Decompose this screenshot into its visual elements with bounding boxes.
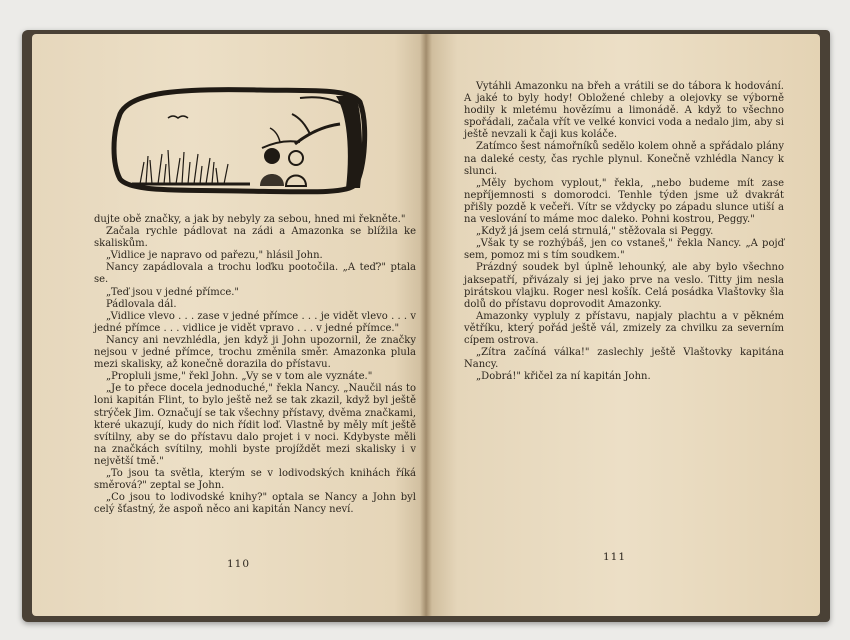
- paragraph: „Však ty se rozhýbáš, jen co vstaneš," řekla Nancy. „A pojď sem, pomoz mi s tím soudkem.": [464, 238, 784, 262]
- illustration: [110, 84, 368, 196]
- paragraph: „Zítra začíná válka!" zaslechly ještě Vlaštovky kapitána Nancy.: [464, 347, 784, 371]
- paragraph: „Vidlice je napravo od pařezu," hlásil John.: [106, 250, 323, 262]
- book-gutter: [420, 34, 432, 616]
- paragraph: Amazonky vypluly z přístavu, napjaly plachtu a v pěkném větříku, který pořád ještě vál, zmizely za chvilku za severním cípem ostrova.: [464, 310, 784, 346]
- paragraph: „Je to přece docela jednoduché," řekla Nancy. „Naučil nás to loni kapitán Flint, to bylo ještě než se tak zkazil, když byl ještě strýček Jim. Označují se tak všechny přístavy, dvěma značkami, které ukazují, kudy do nich řídit loď. Vlastně by měly mít ještě svítilny, aby se do přístavu dalo projet i v noci. Kdybyste měli na značkách svítilny, mohli byste projíždět mezi skalisky i v největší tmě.": [94, 383, 416, 467]
- paragraph: „To jsou ta světla, kterým se v lodivodských knihách říká směrová?" zeptal se John.: [94, 467, 416, 492]
- left-page-text: [94, 214, 416, 516]
- left-page: [32, 34, 426, 616]
- paragraph: Prázdný soudek byl úplně lehounký, ale aby bylo všechno jaksepatří, přivázaly si jej jako prve na veslo. Titty jim nesla pirátskou vlajku. Roger nesl košík. Celá posádka Vlaštovky šla dolů do přístavu doprovodit Amazonky.: [464, 262, 784, 310]
- paragraph: „Když já jsem celá strnulá," stěžovala si Peggy.: [476, 226, 714, 238]
- paragraph: „Propluli jsme," řekl John. „Vy se v tom ale vyznáte.": [106, 371, 373, 383]
- paragraph: „Vidlice vlevo . . . zase v jedné přímce . . . je vidět vlevo . . . v jedné přímce . . . vidlice je vidět vpravo . . . v jedné přímce.": [94, 310, 416, 334]
- paragraph: Vytáhli Amazonku na břeh a vrátili se do tábora k hodování. A jaké to byly hody! Obložené chleby a olejovky se výborně hodily k mletému hovězímu a limonádě. A když to všechno spořádali, začala vřít ve velké konvici voda a nedalo jim, aby si ještě nevzali k čaji kus koláče.: [464, 81, 784, 141]
- right-page: [426, 34, 820, 616]
- right-page-text: [464, 81, 784, 383]
- paragraph: „Teď jsou v jedné přímce.": [106, 286, 240, 298]
- paragraph: Začala rychle pádlovat na zádi a Amazonka se blížila ke skaliskům.: [94, 226, 416, 250]
- paragraph: „Měly bychom vyplout," řekla, „nebo budeme mít zase nepříjemnosti s domorodci. Tenhle týden jsme už dvakrát přišly pozdě k večeři. Vítr se vždycky po západu slunce utiší a na veslování to máme moc daleko. Pohni kostrou, Peggy.": [464, 177, 784, 226]
- paragraph: „Dobrá!" křičel za ní kapitán John.: [476, 371, 651, 383]
- page-number: 111: [603, 551, 627, 563]
- paragraph: Nancy zapádlovala a trochu loďku pootočila. „A teď?" ptala se.: [94, 262, 416, 286]
- paragraph: Zatímco šest námořníků sedělo kolem ohně a spřádalo plány na daleké cesty, čas rychle plynul. Konečně vzhlédla Nancy k slunci.: [464, 141, 784, 177]
- page-number: 110: [227, 558, 251, 570]
- paragraph: dujte obě značky, a jak by nebyly za sebou, hned mi řekněte.": [94, 214, 406, 225]
- paragraph: Nancy ani nevzhlédla, jen když ji John upozornil, že značky nejsou v jedné přímce, trochu změnila směr. Amazonka plula mezi skalisky, až konečně dorazila do přístavu.: [94, 334, 416, 371]
- paragraph: „Co jsou to lodivodské knihy?" optala se Nancy a John byl celý šťastný, že aspoň něco ani kapitán Nancy neví.: [94, 492, 416, 516]
- paragraph: Pádlovala dál.: [106, 298, 177, 310]
